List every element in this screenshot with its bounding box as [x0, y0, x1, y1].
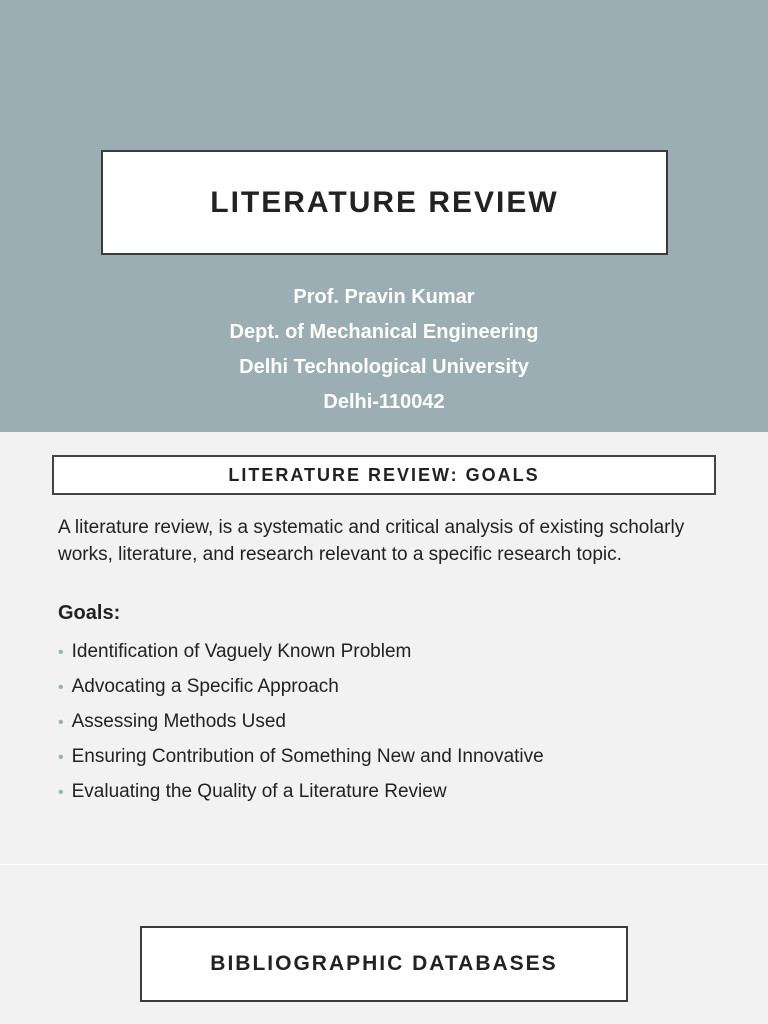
databases-heading: BIBLIOGRAPHIC DATABASES: [210, 952, 558, 975]
bullet-icon: •: [58, 679, 64, 696]
list-item: [58, 774, 544, 809]
databases-slide: [0, 865, 768, 1024]
title-slide: [0, 0, 768, 432]
goal-text: Assessing Methods Used: [71, 711, 286, 732]
bullet-icon: •: [58, 644, 64, 661]
author-department: Dept. of Mechanical Engineering: [229, 321, 539, 343]
title-box: [101, 150, 668, 255]
databases-heading-box: [140, 926, 628, 1002]
list-item: [58, 634, 544, 669]
goal-text: Evaluating the Quality of a Literature Review: [71, 781, 447, 802]
goal-text: Ensuring Contribution of Something New and Innovative: [71, 746, 544, 767]
goals-slide: [0, 432, 768, 864]
list-item: [58, 704, 544, 739]
goals-label: Goals:: [58, 602, 121, 624]
list-item: [58, 669, 544, 704]
slide-title: LITERATURE REVIEW: [210, 185, 559, 219]
goal-text: Advocating a Specific Approach: [71, 676, 339, 697]
author-name: Prof. Pravin Kumar: [293, 286, 475, 308]
author-university: Delhi Technological University: [239, 356, 529, 378]
list-item: [58, 739, 544, 774]
author-block: [0, 280, 768, 420]
intro-paragraph: A literature review, is a systematic and critical analysis of existing scholarly works, literature, and research relevant to a specific research topic.: [58, 517, 685, 565]
bullet-icon: •: [58, 784, 64, 801]
goals-heading: LITERATURE REVIEW: GOALS: [228, 464, 540, 485]
author-city: Delhi-110042: [323, 391, 445, 413]
goals-heading-box: [52, 455, 716, 495]
bullet-icon: •: [58, 714, 64, 731]
bullet-icon: •: [58, 749, 64, 766]
goal-text: Identification of Vaguely Known Problem: [71, 641, 412, 662]
goal-list: [58, 634, 544, 809]
